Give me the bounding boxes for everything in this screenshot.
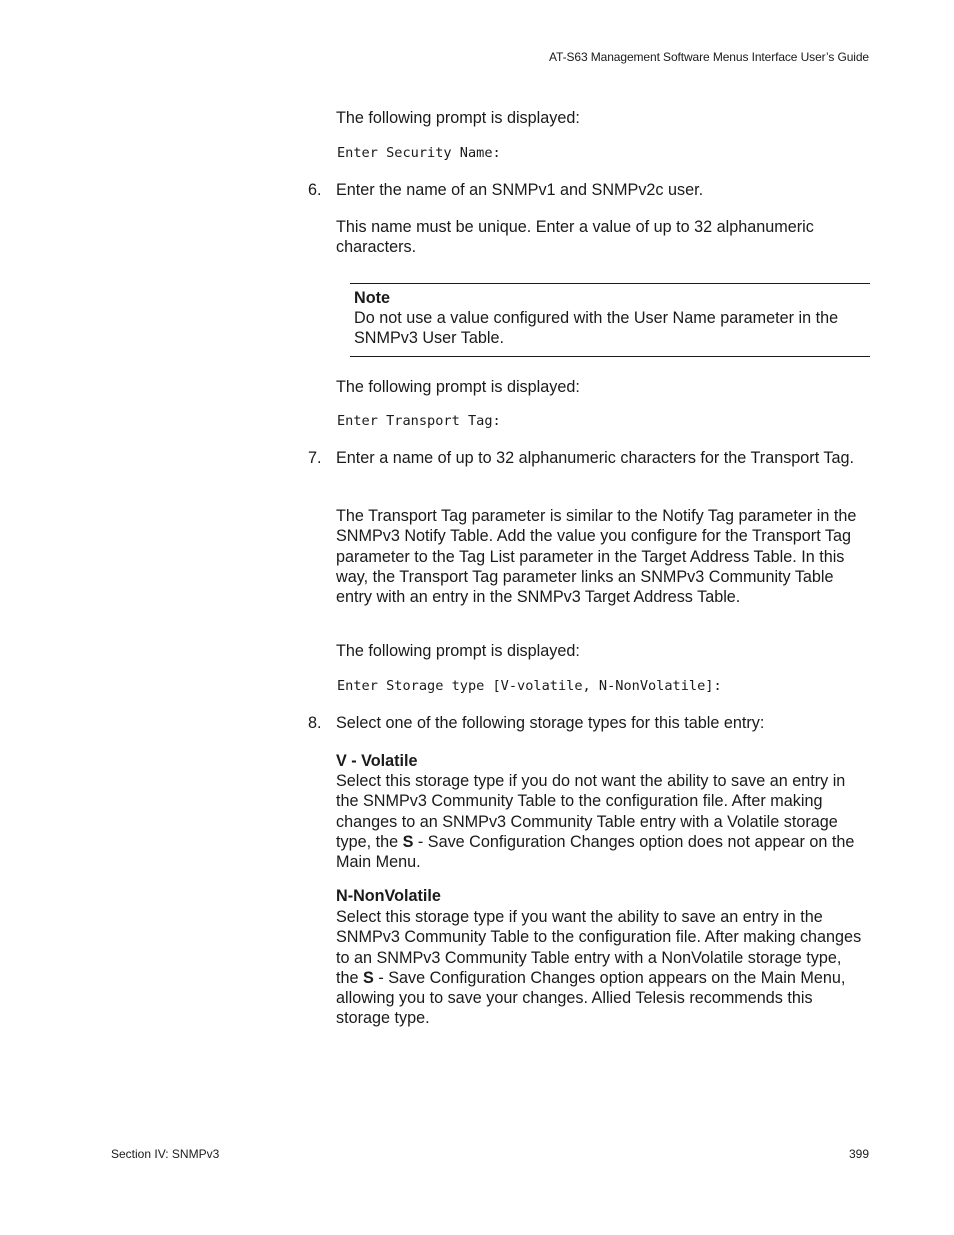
nonvolatile-bold-s: S (363, 968, 374, 987)
code-storage-type: Enter Storage type [V-volatile, N-NonVolatile]: (337, 678, 722, 694)
nonvolatile-text-after: - Save Configuration Changes option appears on the Main Menu, allowing you to save your changes. Allied Telesis recommends this storage type. (336, 968, 846, 1028)
step-8-text: Select one of the following storage types for this table entry: (336, 714, 765, 732)
step-7-number: 7. (308, 449, 322, 467)
footer-section: Section IV: SNMPv3 (111, 1147, 220, 1161)
volatile-description (336, 771, 872, 872)
prompt-intro-1: The following prompt is displayed: (336, 109, 580, 127)
page-header: AT-S63 Management Software Menus Interface User’s Guide (549, 50, 869, 64)
step-8-number: 8. (308, 714, 322, 732)
nonvolatile-description (336, 907, 864, 1029)
note-title: Note (354, 289, 390, 307)
prompt-intro-2: The following prompt is displayed: (336, 378, 580, 396)
step-7-text: Enter a name of up to 32 alphanumeric characters for the Transport Tag. (336, 449, 854, 467)
volatile-text-before: Select this storage type if you do not want the ability to save an entry in the SNMPv3 Community Table to the configuration file. After making changes to an SNMPv3 Community Table entry with a Volatile storage type, the (336, 772, 846, 851)
volatile-heading: V - Volatile (336, 752, 418, 770)
note-box (350, 283, 870, 357)
note-body: Do not use a value configured with the User Name parameter in the SNMPv3 User Table. (354, 309, 839, 348)
volatile-bold-s: S (402, 832, 414, 851)
step-6-text: Enter the name of an SNMPv1 and SNMPv2c user. (336, 181, 704, 199)
volatile-text-after: - Save Configuration Changes option does not appear on the Main Menu. (336, 832, 855, 872)
footer-page-number: 399 (848, 1147, 869, 1161)
step-7-detail: The Transport Tag parameter is similar to the Notify Tag parameter in the SNMPv3 Notify Table. Add the value you configure for the Transport Tag parameter to the Tag List parameter in the Target Address Table. In this way, the Transport Tag parameter links an SNMPv3 Community Table entry with an entry in the SNMPv3 Target Address Table. (336, 507, 857, 607)
code-transport-tag: Enter Transport Tag: (337, 413, 501, 429)
step-6-number: 6. (308, 181, 322, 199)
nonvolatile-text-before: Select this storage type if you want the ability to save an entry in the SNMPv3 Community Table to the configuration file. After making changes to an SNMPv3 Community Table entry with a NonVolatile storage type, the (336, 908, 862, 987)
prompt-intro-3: The following prompt is displayed: (336, 642, 580, 660)
code-security-name: Enter Security Name: (337, 145, 501, 161)
nonvolatile-heading: N-NonVolatile (336, 887, 441, 905)
step-6-detail: This name must be unique. Enter a value of up to 32 alphanumeric characters. (336, 218, 814, 257)
